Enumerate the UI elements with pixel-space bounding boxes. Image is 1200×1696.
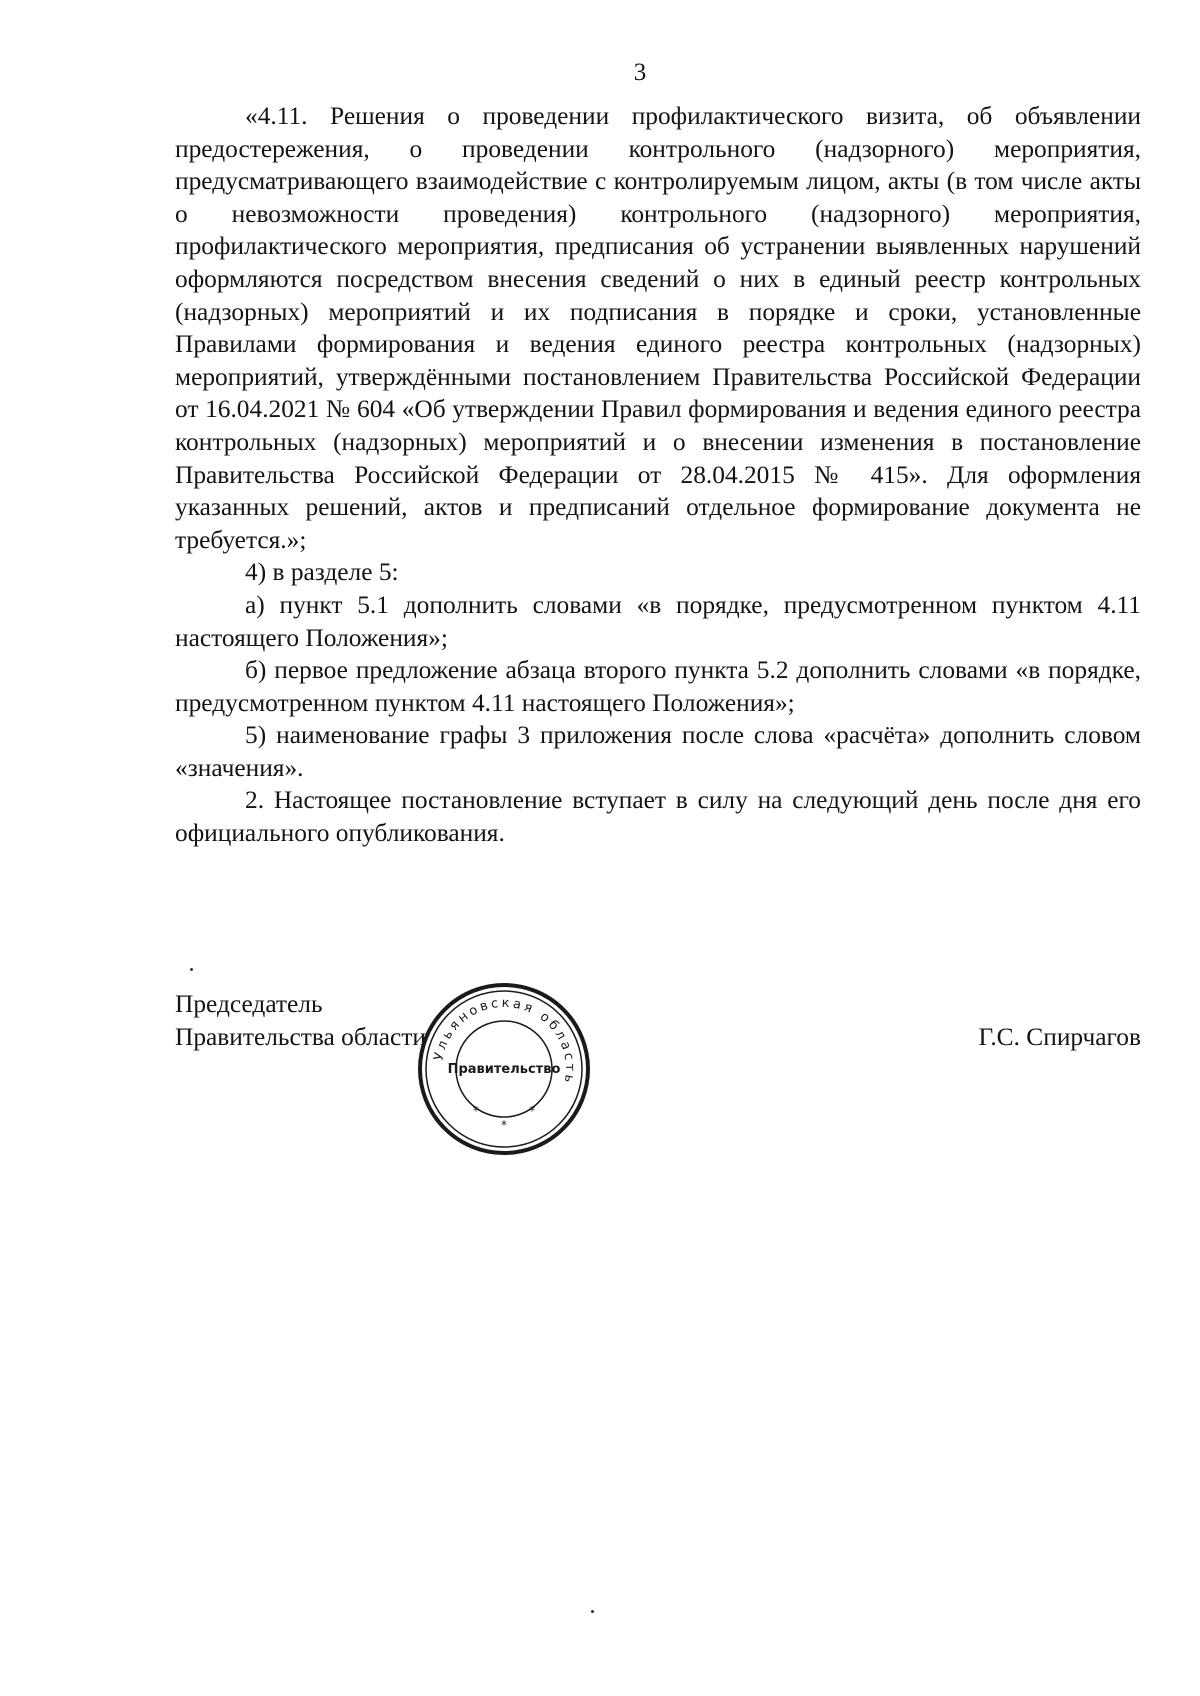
page-number: 3 <box>633 59 647 86</box>
seal-center-text: Правительство <box>447 1062 561 1077</box>
signatory-role-line-2: Правительства области <box>175 1023 427 1051</box>
paragraph-item-b: б) первое предложение абзаца второго пункта 5.2 дополнить словами «в порядке, предусмотренном пунктом 4.11 настоящего Положения»; <box>175 656 1141 717</box>
document-body <box>175 100 1141 850</box>
svg-text:*: * <box>529 1104 535 1118</box>
paragraph-effective-date: 2. Настоящее постановление вступает в силу на следующий день после дня его официального опубликования. <box>175 786 1141 848</box>
official-seal-icon <box>416 981 592 1157</box>
signature-block <box>175 988 1141 1168</box>
paragraph-item-5: 5) наименование графы 3 приложения после слова «расчёта» дополнить словом «значения». <box>175 721 1141 782</box>
paragraph-section-5: 4) в разделе 5: <box>245 558 399 587</box>
paragraph-item-a: а) пункт 5.1 дополнить словами «в порядке, предусмотренном пунктом 4.11 настоящего Положения»; <box>175 590 1141 652</box>
signatory-role <box>175 988 426 1054</box>
paragraph-4-11: «4.11. Решения о проведении профилактического визита, об объявлении предостережения, о проведении контрольного (надзорного) мероприятия, предусматривающего взаимодействие с контролируемым лицом, акты (в том числе акты о невозможности проведения) контрольного (надзорного) мероприятия, профилактического мероприятия, предписания об устранении выявленных нарушений оформляются посредством внесения сведений о них в единый реестр контрольных (надзорных) мероприятий и их подписания в порядке и сроки, установленные Правилами формирования и ведения единого реестра контрольных (надзорных) мероприятий, утверждёнными постановлением Правительства Российской Федерации от 16.04.2021 № 604 «Об утверждении Правил формирования и ведения единого реестра контрольных (надзорных) мероприятий и о внесении изменения в постановление Правительства Российской Федерации от 28.04.2015 № 415». Для оформления указанных решений, актов и предписаний отдельное формирование документа не требуется.»; <box>175 102 1141 554</box>
scan-speck-icon <box>591 1610 594 1613</box>
signatory-name: Г.С. Спирчагов <box>978 1023 1141 1051</box>
svg-text:*: * <box>501 1118 507 1132</box>
scan-speck-icon <box>190 968 193 971</box>
signatory-role-line-1: Председатель <box>175 990 323 1018</box>
svg-text:*: * <box>473 1104 479 1118</box>
seal-ring-text: Ульяновская область <box>431 995 578 1087</box>
